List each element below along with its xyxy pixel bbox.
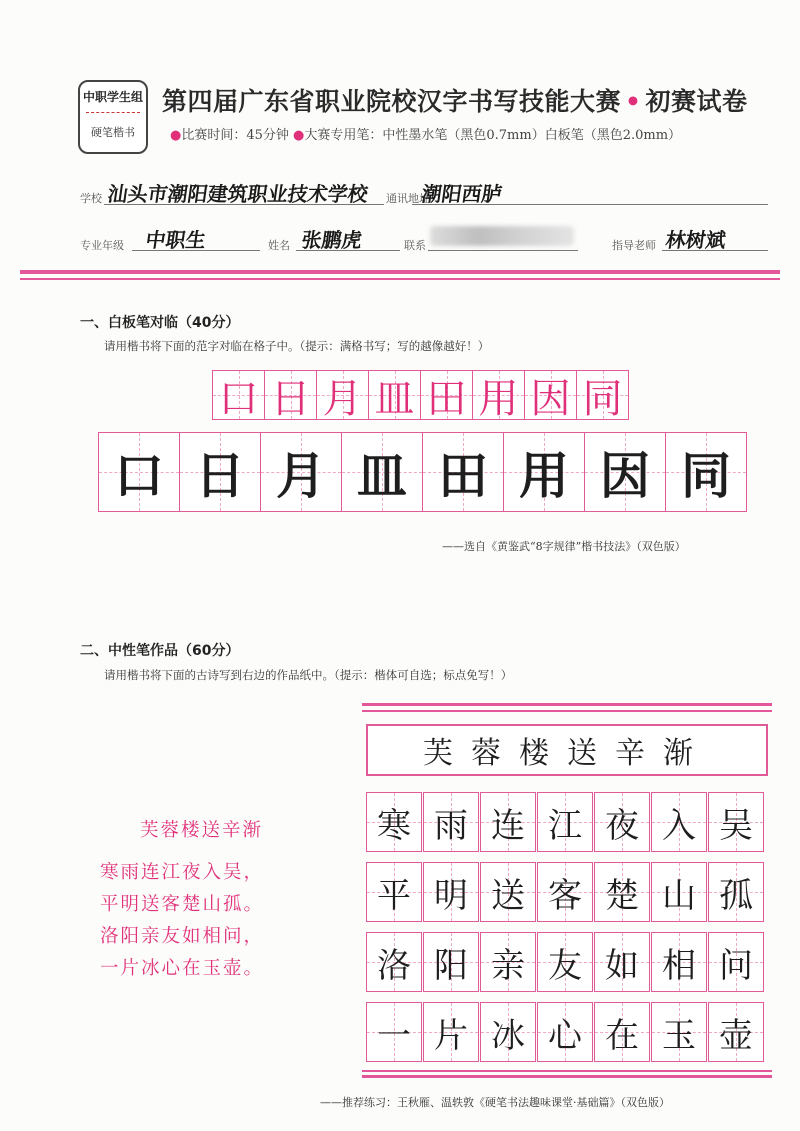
- work-char: 阳: [434, 945, 468, 986]
- model-char-cell: [420, 370, 473, 420]
- work-cell[interactable]: [423, 792, 479, 852]
- work-cell[interactable]: [651, 862, 707, 922]
- work-cell[interactable]: [594, 1002, 650, 1062]
- work-paper-top-rule: [362, 703, 772, 706]
- contact-label: 联系: [404, 239, 426, 252]
- practice-char: 因: [600, 446, 650, 505]
- work-paper-bottom-rule: [362, 1075, 772, 1078]
- work-cell[interactable]: [480, 792, 536, 852]
- work-cell[interactable]: [594, 792, 650, 852]
- work-char: 江: [548, 805, 582, 846]
- section2-credit: ——推荐练习：王秋雁、温轶敦《硬笔书法趣味课堂·基础篇》（双色版）: [320, 1096, 670, 1109]
- work-cell[interactable]: [537, 792, 593, 852]
- poem-print-line: 平明送客楚山孤。: [100, 894, 265, 915]
- poem-print-line: 寒雨连江夜入吴，: [100, 862, 265, 883]
- model-char-cell: [472, 370, 525, 420]
- work-char: 夜: [605, 805, 639, 846]
- address-label: 通讯地址: [386, 192, 430, 205]
- work-char: 入: [662, 805, 696, 846]
- work-cell[interactable]: [537, 1002, 593, 1062]
- address-value: 潮阳西胪: [420, 182, 504, 206]
- work-title-box[interactable]: [366, 724, 768, 776]
- work-char: 壶: [719, 1015, 753, 1056]
- work-cell[interactable]: [423, 862, 479, 922]
- work-char: 送: [491, 875, 525, 916]
- work-cell[interactable]: [366, 862, 422, 922]
- title-separator: •: [625, 87, 642, 116]
- work-cell[interactable]: [480, 1002, 536, 1062]
- model-char-cell: [524, 370, 577, 420]
- work-paper-top-rule-thin: [362, 710, 772, 712]
- practice-char: 田: [438, 446, 488, 505]
- practice-char: 皿: [357, 446, 407, 505]
- work-cell[interactable]: [537, 932, 593, 992]
- section1-instruction: 请用楷书将下面的范字对临在格子中。（提示：满格书写；写的越像越好！）: [104, 339, 490, 353]
- teacher-field[interactable]: [662, 224, 768, 251]
- work-cell[interactable]: [366, 932, 422, 992]
- practice-char-cell[interactable]: [584, 432, 666, 512]
- work-char: 一: [377, 1015, 411, 1056]
- major-label: 专业年级: [80, 239, 124, 252]
- header-divider-thin: [20, 278, 780, 280]
- work-cell[interactable]: [594, 932, 650, 992]
- work-cell[interactable]: [708, 1002, 764, 1062]
- work-char: 在: [605, 1015, 639, 1056]
- badge-divider: [86, 112, 140, 113]
- name-label: 姓名: [268, 239, 290, 252]
- work-cell[interactable]: [480, 932, 536, 992]
- redacted-phone: [430, 226, 574, 246]
- work-grid: [366, 792, 768, 1062]
- section1-title: 一、白板笔对临（40分）: [80, 315, 240, 331]
- practice-char-cell[interactable]: [665, 432, 747, 512]
- work-char: 洛: [377, 945, 411, 986]
- practice-char-cell[interactable]: [179, 432, 261, 512]
- practice-char-cell[interactable]: [260, 432, 342, 512]
- work-cell[interactable]: [708, 792, 764, 852]
- work-char: 连: [491, 805, 525, 846]
- subtitle-pens: 大赛专用笔：中性墨水笔（黑色0.7mm）白板笔（黑色2.0mm）: [304, 128, 682, 143]
- work-cell[interactable]: [480, 862, 536, 922]
- poem-print-line: 一片冰心在玉壶。: [100, 958, 265, 979]
- header-divider-thick: [20, 270, 780, 274]
- work-cell[interactable]: [708, 862, 764, 922]
- practice-char: 日: [195, 446, 245, 505]
- model-char: 口: [218, 375, 259, 422]
- model-char: 用: [478, 375, 519, 422]
- practice-char-cell[interactable]: [503, 432, 585, 512]
- work-char: 吴: [719, 805, 753, 846]
- section1-credit: ——选自《黄鉴武“8字规律”楷书技法》（双色版）: [442, 540, 686, 553]
- work-paper-bottom-rule-thin: [362, 1070, 772, 1072]
- work-char: 如: [605, 945, 639, 986]
- title-main: 第四届广东省职业院校汉字书写技能大赛: [162, 87, 622, 116]
- major-value: 中职生: [144, 228, 208, 252]
- work-cell[interactable]: [651, 792, 707, 852]
- work-cell[interactable]: [423, 932, 479, 992]
- badge-group-label: 中职学生组: [82, 90, 143, 104]
- work-char: 客: [548, 875, 582, 916]
- model-char-cell: [316, 370, 369, 420]
- page-title: [162, 82, 748, 118]
- name-field[interactable]: [296, 224, 400, 251]
- work-cell[interactable]: [423, 1002, 479, 1062]
- teacher-label: 指导老师: [612, 239, 656, 252]
- work-char: 孤: [719, 875, 753, 916]
- page-subtitle: [170, 124, 681, 143]
- work-char: 明: [434, 875, 468, 916]
- school-label: 学校: [80, 192, 102, 205]
- teacher-value: 林树斌: [664, 228, 728, 252]
- model-char-row: [212, 370, 636, 420]
- title-tail: 初赛试卷: [645, 87, 748, 116]
- subtitle-bullet-2: ●: [293, 128, 305, 143]
- model-char: 同: [582, 375, 623, 422]
- school-value: 汕头市潮阳建筑职业技术学校: [106, 182, 370, 206]
- work-cell[interactable]: [651, 1002, 707, 1062]
- model-char-cell: [264, 370, 317, 420]
- work-char: 心: [548, 1015, 582, 1056]
- address-field[interactable]: [412, 178, 768, 205]
- work-char: 冰: [491, 1015, 525, 1056]
- section2-title: 二、中性笔作品（60分）: [80, 643, 240, 659]
- work-title-text: 芙蓉楼送辛渐: [423, 736, 711, 771]
- work-cell[interactable]: [594, 862, 650, 922]
- major-field[interactable]: [132, 224, 260, 251]
- practice-char: 月: [276, 446, 326, 505]
- work-char: 片: [434, 1015, 468, 1056]
- work-char: 亲: [491, 945, 525, 986]
- practice-char-row: [98, 432, 746, 512]
- work-char: 雨: [434, 805, 468, 846]
- work-cell[interactable]: [708, 932, 764, 992]
- badge-style-label: 硬笔楷书: [91, 126, 135, 139]
- category-badge: [78, 80, 148, 154]
- work-char: 山: [662, 875, 696, 916]
- work-cell[interactable]: [366, 792, 422, 852]
- practice-char-cell[interactable]: [341, 432, 423, 512]
- model-char: 皿: [374, 375, 415, 422]
- work-char: 友: [548, 945, 582, 986]
- practice-char: 同: [681, 446, 731, 505]
- model-char: 因: [530, 375, 571, 422]
- subtitle-time: 比赛时间：45分钟: [181, 128, 289, 143]
- section2-instruction: 请用楷书将下面的古诗写到右边的作品纸中。（提示：楷体可自选；标点免写！）: [104, 668, 513, 682]
- work-cell[interactable]: [651, 932, 707, 992]
- practice-char-cell[interactable]: [98, 432, 180, 512]
- model-char-cell: [576, 370, 629, 420]
- practice-char: 口: [114, 446, 164, 505]
- model-char: 月: [322, 375, 363, 422]
- poem-print-line: 洛阳亲友如相问，: [100, 926, 265, 947]
- model-char: 日: [270, 375, 311, 422]
- school-field[interactable]: [104, 178, 384, 205]
- name-value: 张鹏虎: [300, 228, 364, 252]
- subtitle-bullet-1: ●: [170, 128, 182, 143]
- work-cell[interactable]: [537, 862, 593, 922]
- model-char: 田: [426, 375, 467, 422]
- model-char-cell: [212, 370, 265, 420]
- work-char: 楚: [605, 875, 639, 916]
- contact-field[interactable]: [428, 224, 578, 251]
- work-char: 玉: [662, 1015, 696, 1056]
- practice-char: 用: [519, 446, 569, 505]
- poem-print-title: 芙蓉楼送辛渐: [140, 820, 264, 841]
- work-char: 平: [377, 875, 411, 916]
- work-char: 问: [719, 945, 753, 986]
- work-char: 相: [662, 945, 696, 986]
- work-cell[interactable]: [366, 1002, 422, 1062]
- practice-char-cell[interactable]: [422, 432, 504, 512]
- model-char-cell: [368, 370, 421, 420]
- work-char: 寒: [377, 805, 411, 846]
